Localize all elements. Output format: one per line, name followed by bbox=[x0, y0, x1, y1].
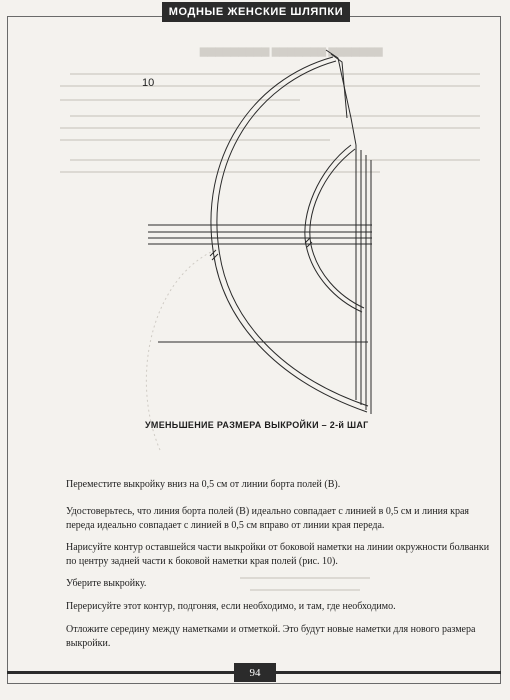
page-number: 94 bbox=[234, 663, 276, 682]
paragraph-6: Отложите середину между наметками и отметкой. Это будут новые наметки для нового размера выкройки. bbox=[66, 624, 476, 649]
figure-caption: УМЕНЬШЕНИЕ РАЗМЕРА ВЫКРОЙКИ – 2-й ШАГ bbox=[145, 420, 369, 430]
outer-brim-line-inner bbox=[217, 61, 368, 406]
paragraph-5: Перерисуйте этот контур, подгоняя, если необходимо, и там, где необходимо. bbox=[66, 601, 396, 612]
paragraph-1: Переместите выкройку вниз на 0,5 см от линии борта полей (В). bbox=[66, 479, 341, 490]
running-header: МОДНЫЕ ЖЕНСКИЕ ШЛЯПКИ bbox=[162, 2, 350, 22]
paragraph-3: Нарисуйте контур оставшейся части выкройки от боковой наметки на линии окружности болванки по центру задней части к боковой наметки края полей (рис. 10). bbox=[66, 542, 490, 567]
outer-brim-line bbox=[211, 57, 367, 412]
paragraph-2: Удостоверьтесь, что линия борта полей (В) идеально совпадает с линией в 0,5 см и линия края переда идеально совпадает с линией в 0,5 см вправо от линии края переда. bbox=[66, 506, 470, 531]
bleed-title-smudge: ▆▆▆▆▆▆▆▆▆ ▆▆▆▆▆▆▆ ▆▆▆▆▆▆▆ bbox=[200, 46, 383, 57]
figure-number: 10 bbox=[142, 77, 155, 89]
top-edge-line bbox=[326, 50, 356, 145]
paragraph-4: Уберите выкройку. bbox=[66, 578, 147, 589]
